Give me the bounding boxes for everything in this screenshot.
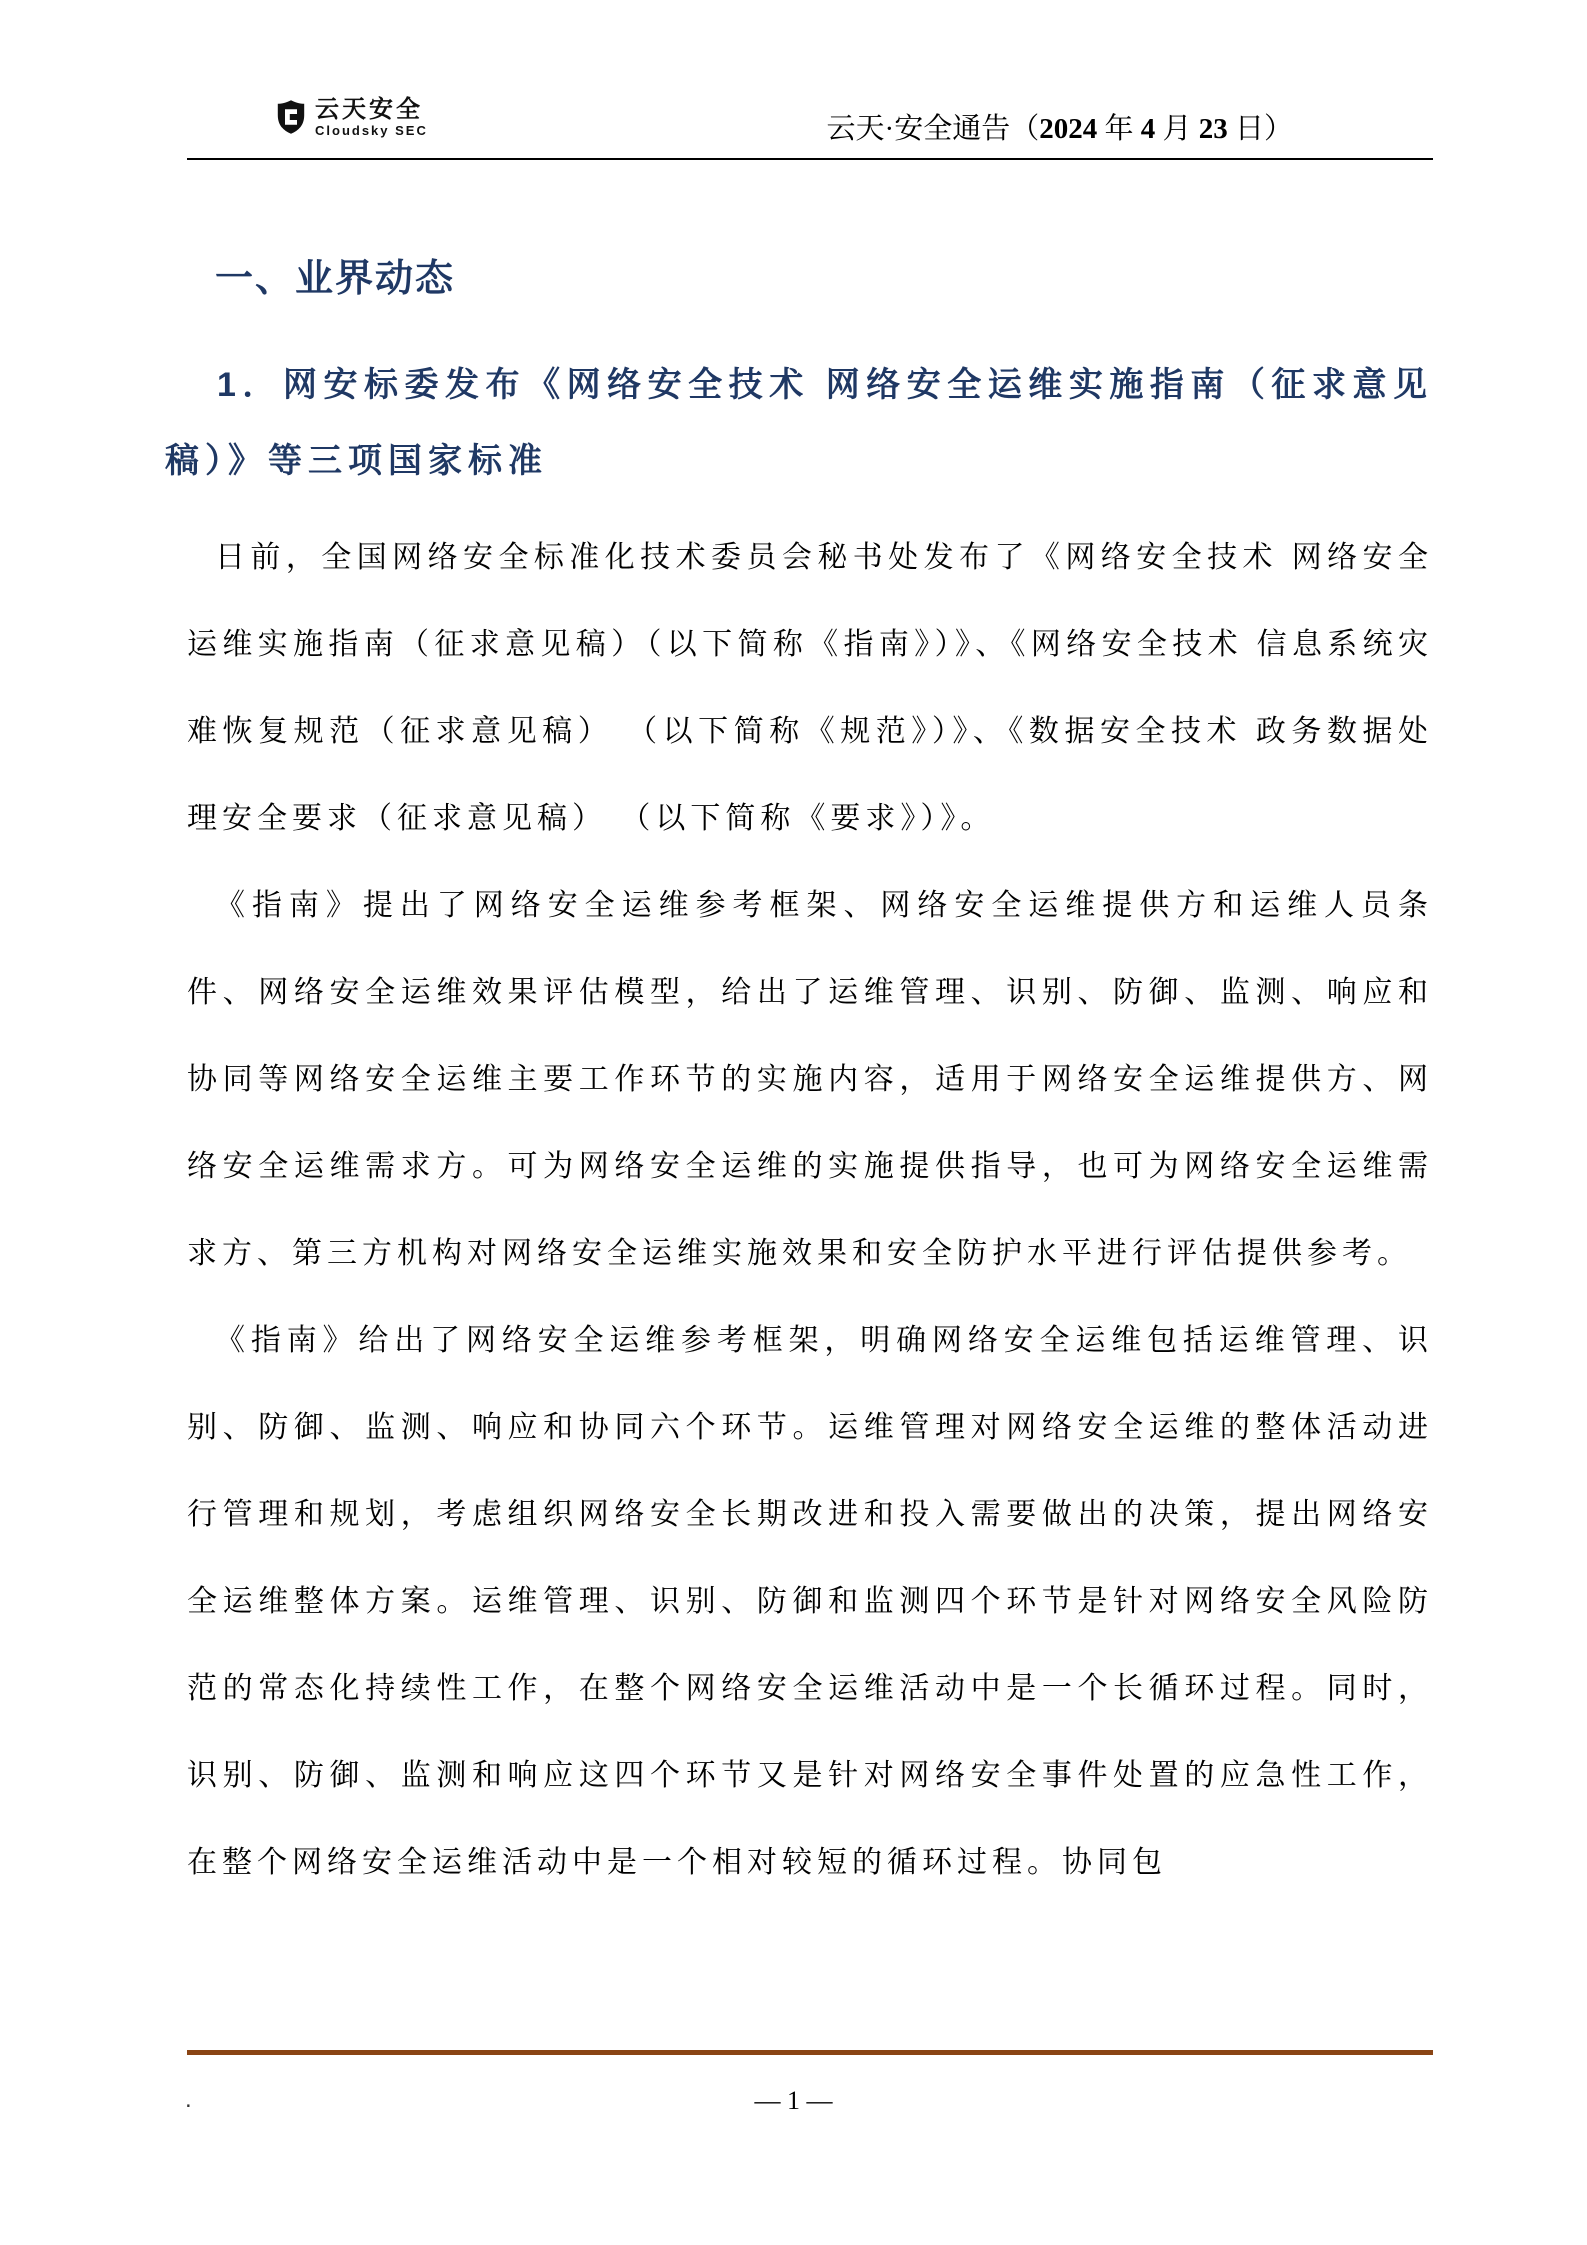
logo-name-en: Cloudsky SEC [315, 123, 428, 138]
logo-texts [315, 97, 428, 138]
cloudsky-logo [276, 97, 428, 138]
paragraph: 《指南》给出了网络安全运维参考框架，明确网络安全运维包括运维管理、识别、防御、监测、响应和协同六个环节。运维管理对网络安全运维的整体活动进行管理和规划，考虑组织网络安全长期改进和投入需要做出的决策，提出网络安全运维整体方案。运维管理、识别、防御和监测四个环节是针对网络安全风险防范的常态化持续性工作，在整个网络安全运维活动中是一个长循环过程。同时，识别、防御、监测和响应这四个环节又是针对网络安全事件处置的应急性工作，在整个网络安全运维活动中是一个相对较短的循环过程。协同包 [187, 1324, 1433, 1879]
header-divider [187, 158, 1433, 160]
bulletin-day-suffix: 日） [1227, 113, 1293, 145]
footer-left-mark: . [185, 2086, 192, 2113]
page-number: — 1 — [754, 2086, 833, 2115]
bulletin-month-unit: 月 [1155, 113, 1199, 145]
bulletin-day: 23 [1198, 113, 1228, 145]
paragraph: 日前，全国网络安全标准化技术委员会秘书处发布了《网络安全技术 网络安全运维实施指南（征求意见稿）（以下简称《指南》）》、《网络安全技术 信息系统灾难恢复规范（征求意见稿） （以下简称《规范》）》、《数据安全技术 政务数据处理安全要求（征求意见稿） （以下简称《要求》）》。 [187, 541, 1433, 835]
article-heading: 1．网安标委发布《网络安全技术 网络安全运维实施指南（征求意见稿）》等三项国家标准 [165, 366, 1433, 480]
logo-name-cn: 云天安全 [315, 96, 423, 123]
bulletin-month: 4 [1140, 113, 1156, 145]
bulletin-title-prefix: 云天·安全通告（ [826, 113, 1040, 145]
bulletin-year: 2024 [1039, 113, 1098, 145]
article-body [187, 514, 1433, 1906]
shield-c-icon [276, 97, 306, 137]
bulletin-title [827, 112, 1293, 146]
footer-divider [187, 2050, 1433, 2055]
bulletin-year-unit: 年 [1097, 113, 1141, 145]
paragraph: 《指南》提出了网络安全运维参考框架、网络安全运维提供方和运维人员条件、网络安全运维效果评估模型，给出了运维管理、识别、防御、监测、响应和协同等网络安全运维主要工作环节的实施内容，适用于网络安全运维提供方、网络安全运维需求方。可为网络安全运维的实施提供指导，也可为网络安全运维需求方、第三方机构对网络安全运维实施效果和安全防护水平进行评估提供参考。 [187, 889, 1433, 1270]
section-heading: 一、业界动态 [215, 258, 456, 300]
